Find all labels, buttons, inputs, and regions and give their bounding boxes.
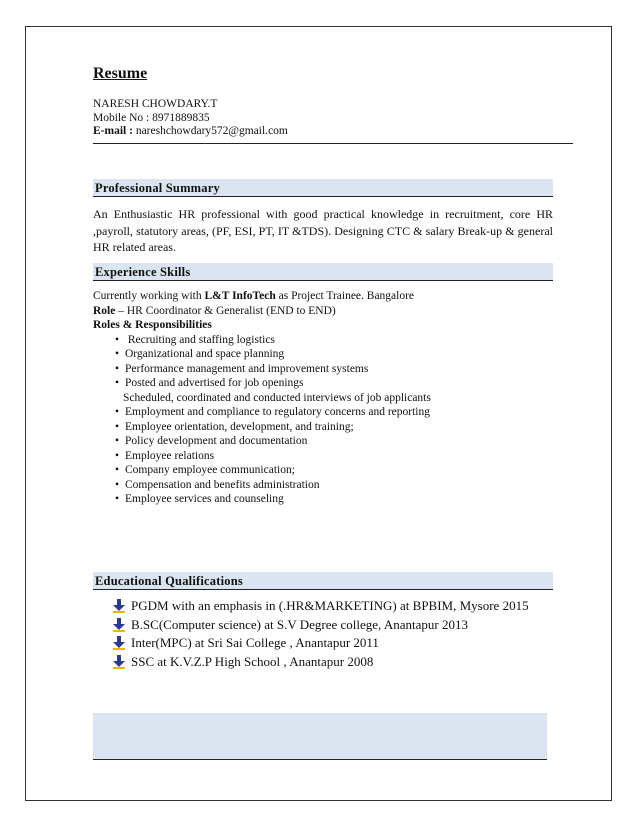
- section-heading-summary: Professional Summary: [93, 179, 553, 197]
- arrow-down-bullet-icon: [113, 636, 125, 650]
- role-label: Role: [93, 304, 116, 317]
- list-item: • Policy development and documentation: [115, 435, 308, 447]
- header-divider: [93, 143, 573, 144]
- list-item: • Performance management and improvement systems: [115, 362, 369, 375]
- list-item: • Employee relations: [115, 449, 215, 462]
- roles-heading: Roles & Responsibilities: [93, 319, 212, 331]
- list-item: • Employee services and counseling: [115, 493, 284, 505]
- education-list: [113, 597, 541, 671]
- education-item: SSC at K.V.Z.P High School , Anantapur 2008: [113, 653, 541, 672]
- list-item: • Employment and compliance to regulatory concerns and reporting: [115, 406, 430, 418]
- education-item: Inter(MPC) at Sri Sai College , Anantapur 2011: [113, 634, 541, 653]
- email-value: nareshchowdary572@gmail.com: [132, 125, 288, 137]
- list-item: • Posted and advertised for job openings: [115, 377, 304, 389]
- list-item: • Employee orientation, development, and training;: [115, 420, 354, 433]
- contact-block: [93, 98, 288, 139]
- email-label: E-mail :: [93, 125, 133, 137]
- section-heading-education: Educational Qualifications: [93, 572, 553, 590]
- education-item: B.SC(Computer science) at S.V Degree college, Anantapur 2013: [113, 616, 541, 635]
- list-item: Scheduled, coordinated and conducted interviews of job applicants: [123, 391, 431, 404]
- experience-block: [93, 289, 431, 507]
- summary-text: An Enthusiastic HR professional with good practical knowledge in recruitment, core HR ,payroll, statutory areas, (PF, ESI, PT, IT &TDS). Designing CTC & salary Break-up & general HR related areas.: [93, 207, 553, 254]
- current-job-line: Currently working with L&T InfoTech as Project Trainee. Bangalore: [93, 290, 415, 302]
- education-item: PGDM with an emphasis in (.HR&MARKETING) at BPBIM, Mysore 2015: [113, 597, 541, 616]
- arrow-down-bullet-icon: [113, 618, 125, 632]
- page-title: Resume: [93, 65, 148, 82]
- mobile-number: Mobile No : 8971889835: [93, 111, 210, 124]
- responsibilities-list: [93, 333, 431, 507]
- empty-shaded-box: [93, 713, 547, 760]
- candidate-name: NARESH CHOWDARY.T: [93, 98, 218, 110]
- list-item: • Organizational and space planning: [115, 348, 285, 360]
- role-value: – HR Coordinator & Generalist (END to END): [115, 304, 336, 317]
- company-name: L&T InfoTech: [204, 290, 276, 302]
- arrow-down-bullet-icon: [113, 655, 125, 669]
- list-item: • Recruiting and staffing logistics: [115, 333, 275, 346]
- role-line: [93, 304, 431, 319]
- arrow-down-bullet-icon: [113, 599, 125, 613]
- list-item: • Company employee communication;: [115, 464, 295, 476]
- email-line: [93, 125, 288, 139]
- list-item: • Compensation and benefits administration: [115, 478, 320, 491]
- section-heading-experience: Experience Skills: [93, 263, 553, 281]
